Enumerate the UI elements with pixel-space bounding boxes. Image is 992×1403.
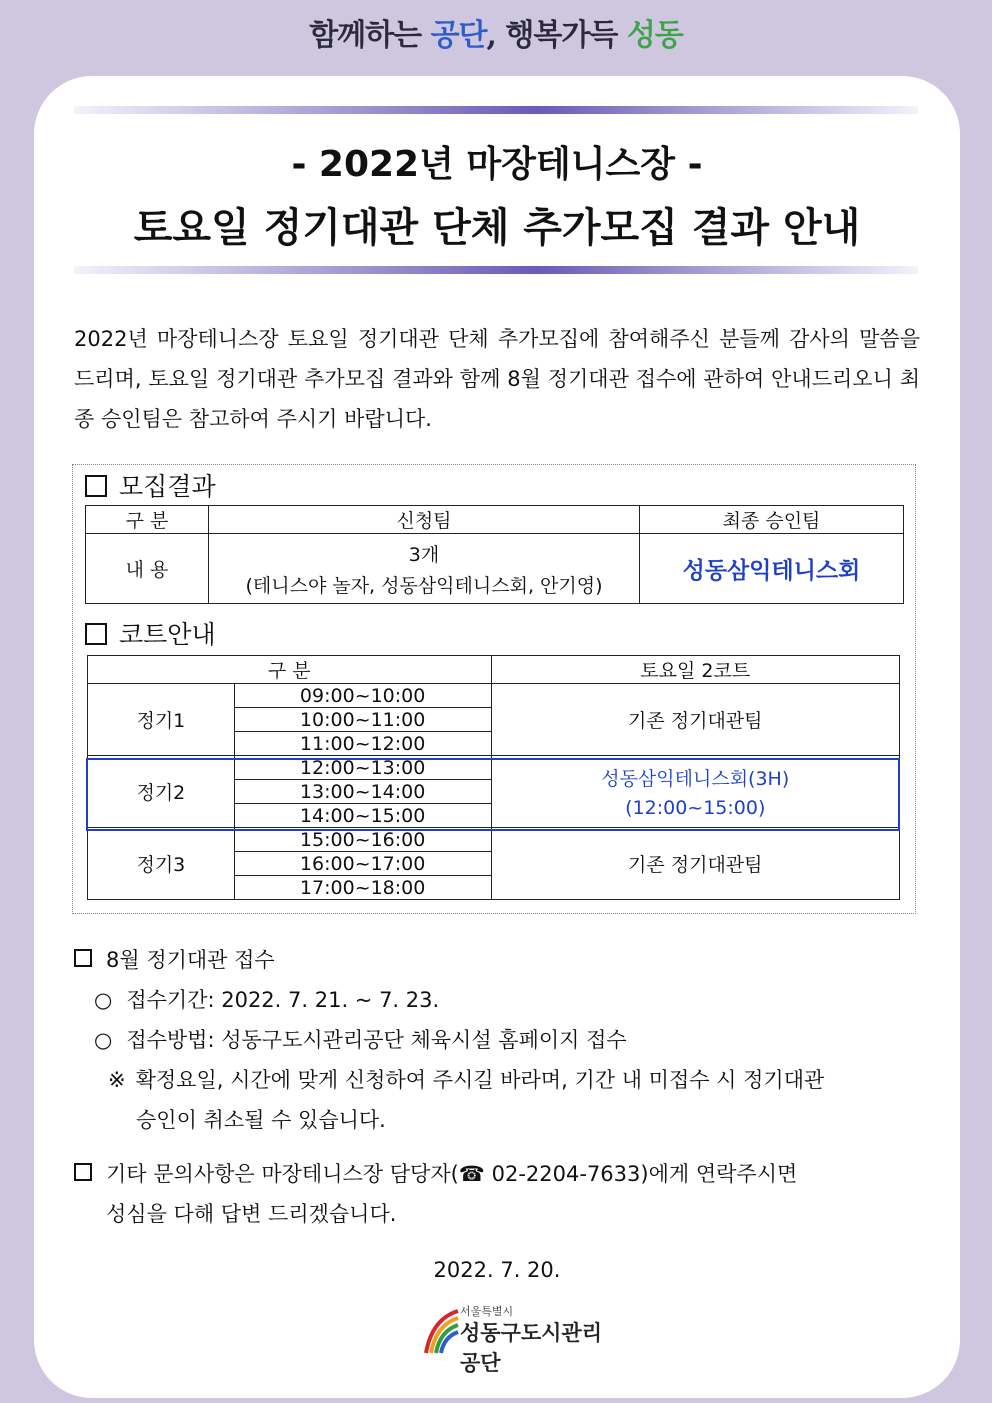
time-slot: 17:00~18:00	[234, 876, 491, 900]
group-3-team: 기존 정기대관팀	[491, 828, 900, 900]
time-slot: 09:00~10:00	[234, 684, 491, 708]
august-heading	[74, 940, 275, 980]
result-header-approved: 최종 승인팀	[640, 506, 904, 534]
court-heading-text: 코트안내	[119, 620, 216, 649]
notice-card	[34, 76, 960, 1398]
logo-city: 서울특별시	[460, 1305, 514, 1318]
bottom-divider	[74, 266, 918, 274]
time-slot: 13:00~14:00	[234, 780, 491, 804]
org-logo	[422, 1301, 622, 1375]
intro-paragraph: 2022년 마장테니스장 토요일 정기대관 단체 추가모집에 참여해주신 분들께 감사의 말씀을 드리며, 토요일 정기대관 추가모집 결과와 함께 8월 정기대관 접수에 관하여 안내드리오니 최종 승인팀은 참고하여 주시기 바랍니다.	[74, 327, 920, 431]
time-slot: 16:00~17:00	[234, 852, 491, 876]
top-divider	[74, 106, 918, 114]
august-period-text: 접수기간: 2022. 7. 21. ~ 7. 23.	[126, 988, 440, 1012]
group-1-team: 기존 정기대관팀	[491, 684, 900, 756]
circle-bullet-icon: ○	[94, 1028, 113, 1052]
group-2-team-time: (12:00~15:00)	[625, 797, 766, 819]
circle-bullet-icon: ○	[94, 988, 113, 1012]
slogan-part4: 성동	[626, 18, 683, 53]
group-1-name: 정기1	[88, 684, 235, 756]
checkbox-icon	[74, 949, 92, 967]
august-method	[94, 1020, 627, 1060]
august-method-text: 접수방법: 성동구도시관리공단 체육시설 홈페이지 접수	[126, 1028, 627, 1052]
time-slot: 11:00~12:00	[234, 732, 491, 756]
title-line1: - 2022년 마장테니스장 -	[291, 144, 703, 185]
issue-date: 2022. 7. 20.	[433, 1258, 561, 1282]
result-row-label: 내 용	[86, 534, 209, 604]
contact-line1-text: 기타 문의사항은 마장테니스장 담당자(☎ 02-2204-7633)에게 연락주시면	[106, 1162, 798, 1186]
result-heading	[85, 467, 216, 503]
group-3-name: 정기3	[88, 828, 235, 900]
august-note-line2: 승인이 취소될 수 있습니다.	[136, 1108, 386, 1132]
checkbox-icon	[85, 475, 107, 497]
logo-name: 성동구도시관리공단	[460, 1321, 603, 1375]
time-slot: 15:00~16:00	[234, 828, 491, 852]
group-2-name: 정기2	[88, 756, 235, 828]
title-line2: 토요일 정기대관 단체 추가모집 결과 안내	[133, 205, 861, 251]
august-heading-text: 8월 정기대관 접수	[106, 948, 275, 972]
contact-line2: 성심을 다해 답변 드리겠습니다.	[106, 1202, 397, 1226]
slogan-part2: 공단	[430, 18, 487, 53]
checkbox-icon	[74, 1163, 92, 1181]
slogan-part1: 함께하는	[309, 18, 431, 53]
result-header-applicants: 신청팀	[209, 506, 640, 534]
court-header-category: 구 분	[88, 656, 492, 684]
slogan	[0, 10, 992, 54]
rainbow-logo-icon	[422, 1301, 462, 1357]
result-table	[85, 505, 904, 604]
time-slot: 12:00~13:00	[234, 756, 491, 780]
august-period	[94, 980, 439, 1020]
note-mark: ※	[108, 1068, 126, 1092]
slogan-part3: , 행복가득	[486, 18, 627, 53]
august-note-line1: 확정요일, 시간에 맞게 신청하여 주시길 바라며, 기간 내 미접수 시 정기대관	[135, 1068, 825, 1092]
contact-line1	[74, 1154, 797, 1194]
applicants-count: 3개	[408, 543, 440, 566]
result-applicants-cell	[209, 534, 640, 604]
court-heading	[85, 615, 216, 651]
result-heading-text: 모집결과	[119, 472, 216, 501]
info-box	[72, 464, 916, 914]
result-header-category: 구 분	[86, 506, 209, 534]
august-note	[108, 1060, 824, 1100]
checkbox-icon	[85, 623, 107, 645]
group-2-team-name: 성동삼익테니스회(3H)	[601, 768, 790, 790]
time-slot: 10:00~11:00	[234, 708, 491, 732]
court-header-court: 토요일 2코트	[491, 656, 900, 684]
highlight-frame	[86, 758, 900, 831]
applicants-list: (테니스야 놀자, 성동삼익테니스회, 안기영)	[245, 574, 603, 597]
approved-team: 성동삼익테니스회	[640, 534, 904, 604]
time-slot: 14:00~15:00	[234, 804, 491, 828]
